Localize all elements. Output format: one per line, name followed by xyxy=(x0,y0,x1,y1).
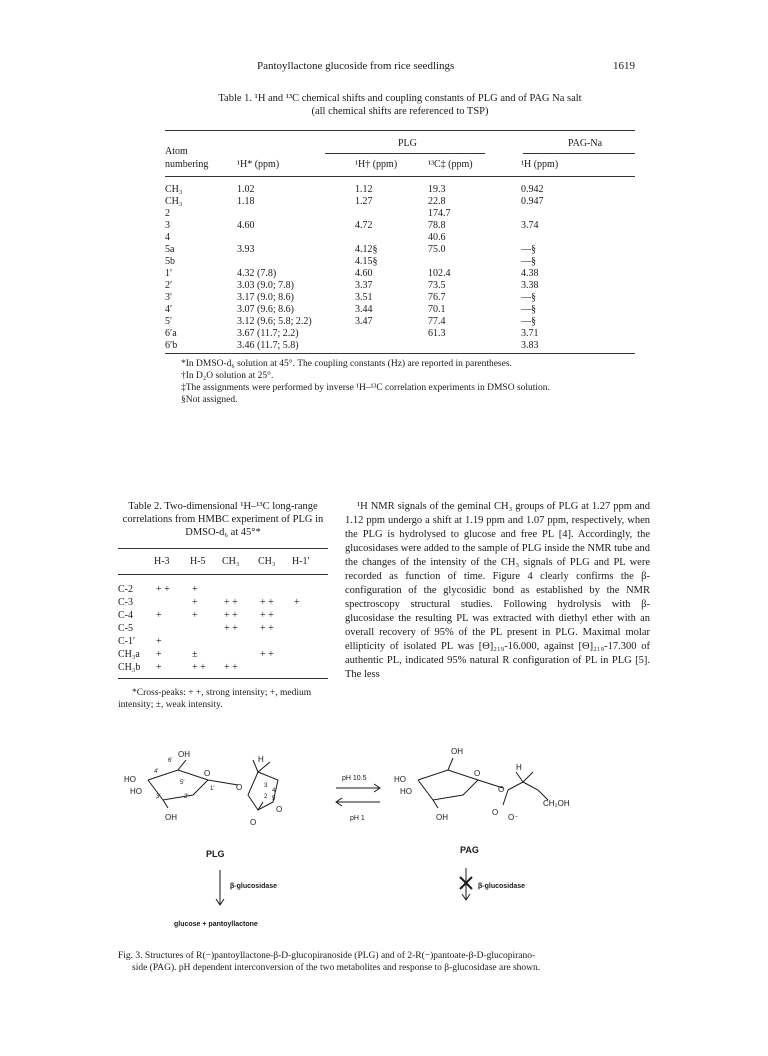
plg-ring-label-1: 1′ xyxy=(210,786,215,792)
table1-cell: 6′b xyxy=(165,340,178,351)
table2-cell: + + xyxy=(192,662,206,673)
table1-top-rule xyxy=(165,130,635,131)
forward-arrow-icon xyxy=(336,784,380,792)
table1-col-atom-line1: Atom xyxy=(165,146,188,157)
table1-caption-line2: (all chemical shifts are referenced to TSP) xyxy=(311,106,489,117)
table2-row-label: C-3 xyxy=(118,597,133,608)
body-text xyxy=(345,500,650,682)
page-number: 1619 xyxy=(613,60,635,72)
pag-ring-o: O xyxy=(474,769,481,778)
ph-back-label: pH 1 xyxy=(350,815,365,822)
table1-plg-rule xyxy=(325,153,485,154)
table1-cell: 22.8 xyxy=(428,196,446,207)
plg-ho-2: HO xyxy=(130,787,142,796)
table2-cell: + + xyxy=(224,610,238,621)
table2-cell: ± xyxy=(192,649,198,660)
ph-forward-label: pH 10.5 xyxy=(342,775,367,782)
table1-note-1: *In DMSO-d₆ solution at 45°. The coupling constants (Hz) are reported in parentheses. xyxy=(181,359,512,369)
plg-carbonyl-o: O xyxy=(250,818,257,827)
table1-cell: 1.02 xyxy=(237,184,255,195)
table1-cell: 77.4 xyxy=(428,316,446,327)
figure3-caption-line1: Fig. 3. Structures of R(−)pantoyllactone-β-D-glucopiranoside (PLG) and of 2-R(−)pantoate-β-D-glucopirano- xyxy=(118,951,536,961)
table1-cell: 3.17 (9.0; 8.6) xyxy=(237,292,294,303)
table1-header-rule xyxy=(165,176,635,177)
table1-cell: 6′a xyxy=(165,328,177,339)
label-plg: PLG xyxy=(206,849,225,859)
table2-cell: + xyxy=(192,584,198,595)
plg-lactone-o: O xyxy=(276,805,283,814)
plg-lac-label-3: 3 xyxy=(264,783,268,789)
label-pag: PAG xyxy=(460,845,479,855)
table1-caption-line1: Table 1. ¹H and ¹³C chemical shifts and coupling constants of PLG and of PAG Na salt xyxy=(218,93,582,104)
table2-cell: + + xyxy=(260,597,274,608)
table1-cell: 19.3 xyxy=(428,184,446,195)
table2-col-header: CH₃ xyxy=(222,556,240,567)
plg-ho-1: HO xyxy=(124,775,136,784)
table2-cell: + + xyxy=(224,597,238,608)
table1-col-h-d2o: ¹H† (ppm) xyxy=(355,159,398,170)
table1-cell: 3.51 xyxy=(355,292,373,303)
plg-lac-label-5: 5 xyxy=(272,796,276,802)
table1-cell: —§ xyxy=(521,304,536,315)
pag-carboxylate-o: O⁻ xyxy=(508,813,519,822)
table1-cell: 3.46 (11.7; 5.8) xyxy=(237,340,299,351)
table2-cell: + xyxy=(294,597,300,608)
table2-row-label: C-2 xyxy=(118,584,133,595)
plg-oh-top: OH xyxy=(178,750,190,759)
table1-cell: 1.18 xyxy=(237,196,255,207)
plg-lac-label-4: 4 xyxy=(272,788,276,794)
table1-pag-rule xyxy=(523,153,635,154)
table1-cell: 76.7 xyxy=(428,292,446,303)
table1-cell: 5b xyxy=(165,256,175,267)
body-paragraph: ¹H NMR signals of the geminal CH₃ groups of PLG at 1.27 ppm and 1.12 ppm undergo a shift at 1.19 ppm and 1.07 ppm, respectively, when the PLG is hydrolysed to glucose and free PL [4]. Accordingly, the glucosidases were added to the sample of PLG inside the NMR tube and the changes of the intensity of the CH₃ signals of PLG and PL were recorded as function of time. Figure 4 clearly confirms the β-configuration of the glycosidic bond as established by the NMR spectroscopy structural studies. Following hydrolysis with β-glucosidase the resulting PL was extracted with diethyl ether with an overall recovery of 95% of the PL present in PLG. Maximal molar ellipticity of isolated PL was [Θ]₂₁₉-16.000, against [Θ]₂₁₉-17.300 of authentic PL, indicated 95% natural R configuration of PL in PLG [5]. The less xyxy=(345,501,650,680)
table2-cell: + + xyxy=(156,584,170,595)
table2-col-header: H-1′ xyxy=(292,556,310,567)
pag-ho-2: HO xyxy=(400,787,412,796)
table1-cell: 3.83 xyxy=(521,340,539,351)
table1-cell: 3′ xyxy=(165,292,173,303)
table2-row-label: CH₃b xyxy=(118,662,141,673)
table1-cell: 70.1 xyxy=(428,304,446,315)
plg-oh-bottom: OH xyxy=(165,813,177,822)
pag-structure xyxy=(418,758,548,808)
products-label: glucose + pantoyllactone xyxy=(174,921,258,928)
table2-cell: + xyxy=(192,597,198,608)
pag-glyco-o: O xyxy=(498,785,505,794)
table1-cell: 1.12 xyxy=(355,184,373,195)
table2-bottom-rule xyxy=(118,678,328,679)
table1-cell: 1′ xyxy=(165,268,173,279)
figure3-caption xyxy=(118,950,658,974)
table2-cell: + xyxy=(192,610,198,621)
table1-cell: 4.12§ xyxy=(355,244,378,255)
table2-cell: + + xyxy=(224,662,238,673)
table2-caption-line1: Table 2. Two-dimensional ¹H–¹³C long-range xyxy=(128,501,318,512)
running-title: Pantoyllactone glucoside from rice seedlings xyxy=(257,60,455,72)
plg-ring-label-2: 2′ xyxy=(184,794,189,800)
pag-oh-bottom: OH xyxy=(436,813,448,822)
pag-ho-1: HO xyxy=(394,775,406,784)
table1-cell: 3.12 (9.6; 5.8; 2.2) xyxy=(237,316,312,327)
plg-ring-label-4: 4′ xyxy=(154,769,159,775)
table1-note-3: ‡The assignments were performed by inverse ¹H–¹³C correlation experiments in DMSO solution. xyxy=(181,383,550,393)
plg-h: H xyxy=(258,755,264,764)
table1-cell: 5′ xyxy=(165,316,173,327)
figure3-caption-line2: side (PAG). pH dependent interconversion of the two metabolites and response to β-glucosidase are shown. xyxy=(132,963,541,973)
plg-glyco-o: O xyxy=(236,783,243,792)
enzyme-right-label: β-glucosidase xyxy=(478,883,526,890)
table1-cell: 2 xyxy=(165,208,170,219)
table1-cell: 174.7 xyxy=(428,208,451,219)
table1-cell: 0.942 xyxy=(521,184,544,195)
table2-cell: + + xyxy=(260,610,274,621)
table1-cell: 3.37 xyxy=(355,280,373,291)
table1-group-pag: PAG-Na xyxy=(568,138,603,149)
table1-cell: CH₃ xyxy=(165,184,183,195)
table1-cell: 78.8 xyxy=(428,220,446,231)
table1-cell: 102.4 xyxy=(428,268,451,279)
table2-cell: + xyxy=(156,649,162,660)
table1-col-h-pag: ¹H (ppm) xyxy=(521,159,559,170)
table2-caption-line2: correlations from HMBC experiment of PLG in xyxy=(122,514,324,525)
pag-oh-top: OH xyxy=(451,747,463,756)
table1-cell: 2′ xyxy=(165,280,173,291)
table1-cell: —§ xyxy=(521,316,536,327)
back-arrow-icon xyxy=(336,798,380,806)
table1-cell: 3.07 (9.6; 8.6) xyxy=(237,304,294,315)
table1-cell: 61.3 xyxy=(428,328,446,339)
table1-cell: 73.5 xyxy=(428,280,446,291)
table2-cell: + xyxy=(156,636,162,647)
table2-row-label: C-1′ xyxy=(118,636,136,647)
pag-carbonyl-o: O xyxy=(492,808,499,817)
table1-cell: 4′ xyxy=(165,304,173,315)
table1-cell: 4.32 (7.8) xyxy=(237,268,277,279)
table1-group-plg: PLG xyxy=(398,138,417,149)
figure3-structures xyxy=(118,740,658,940)
table1-cell: 4.38 xyxy=(521,268,539,279)
table2-row-label: C-4 xyxy=(118,610,133,621)
table1-cell: —§ xyxy=(521,244,536,255)
plg-ring-label-3: 3′ xyxy=(156,794,161,800)
table2-row-label: CH₃a xyxy=(118,649,140,660)
table1-cell: 4 xyxy=(165,232,170,243)
table1-cell: 3.03 (9.0; 7.8) xyxy=(237,280,294,291)
table1-col-c: ¹³C‡ (ppm) xyxy=(428,159,473,170)
table2-caption-line3: DMSO-d₆ at 45°* xyxy=(185,527,261,538)
table1-cell: 3 xyxy=(165,220,170,231)
table1-cell: 40.6 xyxy=(428,232,446,243)
table2-caption xyxy=(118,500,328,539)
table2-cell: + + xyxy=(260,623,274,634)
table1-cell: 4.72 xyxy=(355,220,373,231)
table2-note: *Cross-peaks: + +, strong intensity; +, medium intensity; ±, weak intensity. xyxy=(118,688,312,710)
table2-col-header: H-3 xyxy=(154,556,170,567)
table1-cell: 3.47 xyxy=(355,316,373,327)
table1-col-atom-line2: numbering xyxy=(165,159,209,170)
table1-cell: 3.74 xyxy=(521,220,539,231)
table2-cell: + xyxy=(156,662,162,673)
table1-cell: 3.67 (11.7; 2.2) xyxy=(237,328,299,339)
pag-ch2oh: CH₂OH xyxy=(543,799,570,808)
table2-cell: + + xyxy=(224,623,238,634)
table1-cell: —§ xyxy=(521,256,536,267)
table2-cell: + + xyxy=(260,649,274,660)
table2-top-rule xyxy=(118,548,328,549)
table1-caption xyxy=(165,92,635,118)
plg-ring-o: O xyxy=(204,769,211,778)
table1-col-h-dmso: ¹H* (ppm) xyxy=(237,159,280,170)
table1-cell: CH₃ xyxy=(165,196,183,207)
table1-cell: 0.947 xyxy=(521,196,544,207)
table2-row-label: C-5 xyxy=(118,623,133,634)
plg-structure xyxy=(148,760,278,810)
table2 xyxy=(118,548,328,683)
table1-note-2: †In D₂O solution at 25°. xyxy=(181,371,274,381)
table1-cell: 5a xyxy=(165,244,175,255)
table1-notes xyxy=(165,358,635,406)
table1-cell: 4.60 xyxy=(237,220,255,231)
table1-bottom-rule xyxy=(165,353,635,354)
table1-cell: 4.60 xyxy=(355,268,373,279)
table1-cell: —§ xyxy=(521,292,536,303)
plg-lac-label-2: 2 xyxy=(264,794,268,800)
plg-ring-label-5: 5′ xyxy=(180,780,185,786)
plg-ring-label-6: 6′ xyxy=(168,758,173,764)
table2-col-header: CH₃ xyxy=(258,556,276,567)
table2-col-header: H-5 xyxy=(190,556,206,567)
table2-cell: + xyxy=(156,610,162,621)
table1-note-4: §Not assigned. xyxy=(181,395,238,405)
table1-cell: 3.38 xyxy=(521,280,539,291)
enzyme-left-arrow-icon xyxy=(216,870,224,905)
table2-header-rule xyxy=(118,574,328,575)
enzyme-left-label: β-glucosidase xyxy=(230,883,278,890)
table1-cell: 75.0 xyxy=(428,244,446,255)
table1-cell: 1.27 xyxy=(355,196,373,207)
pag-h: H xyxy=(516,763,522,772)
table1-cell: 3.93 xyxy=(237,244,255,255)
table1-cell: 4.15§ xyxy=(355,256,378,267)
table1-cell: 3.71 xyxy=(521,328,539,339)
table1-cell: 3.44 xyxy=(355,304,373,315)
table1 xyxy=(165,124,635,354)
